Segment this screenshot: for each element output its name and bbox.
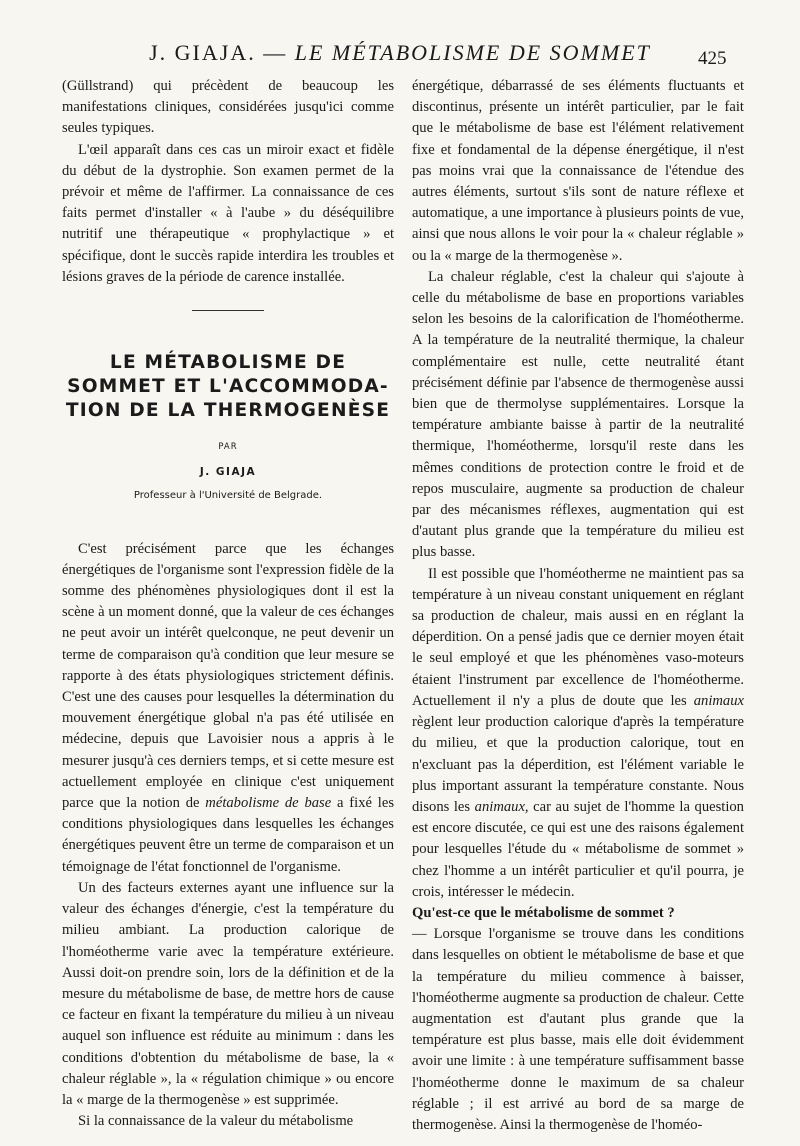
text-run: Il est possible que l'homéotherme ne maintient pas sa température à un niveau constant uniquement en réglant sa production de chaleur, mais aussi en en réglant la déperdition. On a pensé jadis que ce dernier moyen était le seul employé et que les phénomènes vaso-moteurs étaient l'instrument par excellence de l'homéotherme. Actuellement il n'y a plus de doute que les xyxy=(412,565,744,709)
emphasis: métabolisme de base xyxy=(205,795,332,812)
byline-par: PAR xyxy=(218,442,238,453)
emphasis: animaux, xyxy=(474,798,529,815)
text-run: C'est précisément parce que les échanges énergétiques de l'organisme sont l'expression fidèle de la somme des phénomènes physiologiques dont il est la scène à un moment donné, que la valeur de ces échanges ne peut avoir un intérêt quelconque, ne peut devenir un terme de comparaison qu'à condition que leur mesure se rapporte à des états physiologiques strictement définis. C'est une des causes pour lesquelles la détermination du mouvement énergétique global n'a pas été utilisée en médecine, depuis que Lavoisier nous a appris à le mesurer jusqu'à ces derniers temps, et si cette mesure est actuellement employée en clinique c'est uniquement parce que la notion de xyxy=(62,540,394,812)
paragraph: énergétique, débarrassé de ses éléments fluctuants et discontinus, présente un intérêt particulier, par le fait que le métabolisme de base est l'élément relativement fixe et fondamental de la dépense énergétique, il n'est pas moins vrai que la connaissance de l'étendue des autres éléments, surtout s'ils sont de nature réflexe et automatique, a une importance à plusieurs points de vue, ainsi que nous allons le voir pour la « chaleur réglable » ou la « marge de la thermogenèse ». xyxy=(412,78,744,264)
running-head-title: LE MÉTABOLISME DE SOMMET xyxy=(294,40,651,65)
text-run: car au sujet de l'homme la question est encore discutée, ce qui est une des raisons également pour lesquelles l'étude du « métabolisme de sommet » chez l'homme a un intérêt particulier et qu'il pourra, je crois, intéresser le médecin. xyxy=(412,798,744,900)
byline-affiliation: Professeur à l'Université de Belgrade. xyxy=(133,490,323,502)
paragraph xyxy=(62,539,394,878)
article-title-line: SOMMET ET L'ACCOMMODA- xyxy=(67,376,389,398)
paragraph: (Güllstrand) qui précèdent de beaucoup les manifestations cliniques, considérées jusqu'ici comme seules typiques. xyxy=(62,78,394,137)
page-number: 425 xyxy=(698,48,727,69)
paragraph xyxy=(412,564,744,903)
running-head xyxy=(60,40,740,80)
paragraph: La chaleur réglable, c'est la chaleur qui s'ajoute à celle du métabolisme de base en proportions variables selon les besoins de la calorification de l'homéotherme. A la température de la neutralité thermique, la chaleur complémentaire est nulle, cette neutralité étant précisément définie par l'absence de thermogenèse aussi bien que de thermolyse supplémentaires. Lorsque la température ambiante baisse à partir de la neutralité thermique, l'homéotherme, lorsqu'il reste dans les mêmes conditions de protection contre le froid et de repos musculaire, augmente sa production de chaleur par des mécanismes réflexes, augmentation qui est d'autant plus grande que la température du milieu est plus basse. xyxy=(412,268,744,561)
text-run: règlent leur production calorique d'après la température du milieu, et que la production calorique, tout en n'excluant pas la déperdition, est l'élément variable le plus important assurant la température constante. Nous disons les xyxy=(412,714,744,815)
paragraph: Si la connaissance de la valeur du métabolisme xyxy=(78,1113,354,1130)
subheading: Qu'est-ce que le métabolisme de sommet ? xyxy=(412,904,675,921)
text-run: a fixé les conditions physiologiques dans lesquelles les échanges énergétiques peuvent être un terme de comparaison et un témoignage de l'état fonctionnel de l'organisme. xyxy=(62,795,395,875)
emphasis: animaux xyxy=(693,692,744,709)
right-column xyxy=(412,76,744,1136)
running-head-author: J. GIAJA. xyxy=(149,40,256,65)
section-divider xyxy=(192,310,264,311)
paragraph: — Lorsque l'organisme se trouve dans les conditions dans lesquelles on obtient le métabolisme de base et que la température du milieu commence à baisser, l'homéotherme augmente sa production de chaleur. Cette augmentation est d'autant plus grande que la température est plus basse, mais elle doit évidemment avoir une limite : à une température suffisamment basse l'homéotherme donne le maximum de sa chaleur réglable ; il est arrivé au bord de sa marge de thermogenèse. Ainsi la thermogenèse de l'homéo- xyxy=(412,926,744,1133)
byline-author: J. GIAJA xyxy=(199,466,257,479)
paragraph: L'œil apparaît dans ces cas un miroir exact et fidèle du début de la dystrophie. Son examen permet de la prévoir et même de l'affirmer. La connaissance de ces faits permet d'installer « à l'aube » du déséquilibre nutritif une thérapeutique « prophylactique » et spécifique, dont le succès rapide interdira les troubles et lésions graves de la période de carence installée. xyxy=(62,141,394,285)
running-head-dash: — xyxy=(263,40,288,65)
left-column xyxy=(62,76,394,1132)
article-title-line: LE MÉTABOLISME DE xyxy=(109,352,347,374)
article-title xyxy=(62,351,394,423)
paragraph: Un des facteurs externes ayant une influence sur la valeur des échanges d'énergie, c'est la température du milieu ambiant. La production calorique de l'homéotherme varie avec la température extérieure. Aussi doit-on prendre soin, lors de la définition et de la mesure du métabolisme de base, de mettre hors de cause ce facteur en fixant la température du milieu à un niveau auquel son influence est réduite au minimum : dans les conditions d'obtention du métabolisme de base, la « chaleur réglable », la « régulation chimique » ou encore la « marge de la thermogenèse » est supprimée. xyxy=(62,879,394,1108)
article-title-line: TION DE LA THERMOGENÈSE xyxy=(65,400,391,422)
